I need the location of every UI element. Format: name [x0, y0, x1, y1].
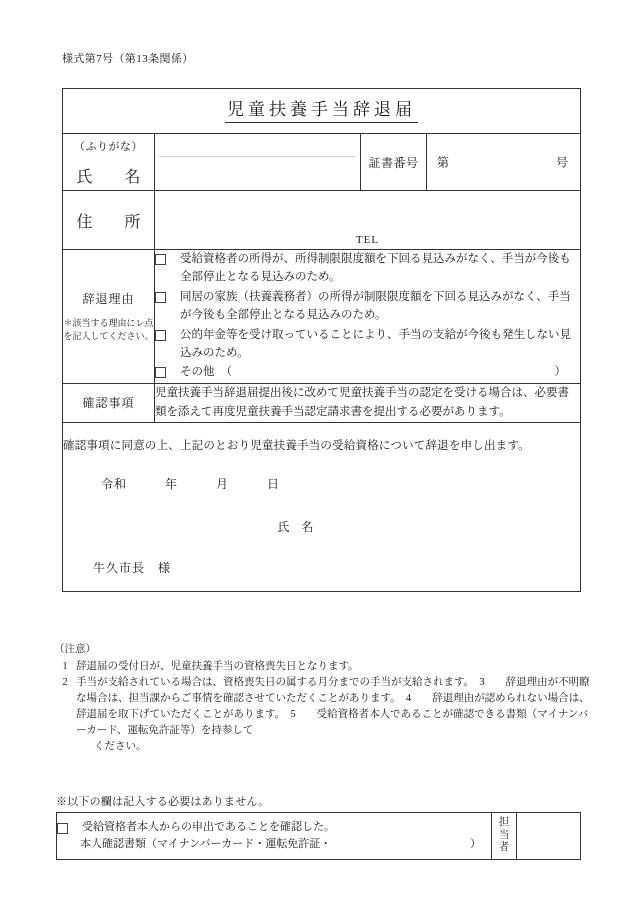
addressee-label: 牛久市長 様 — [93, 561, 172, 576]
note-text: 辞退届の受付日が、児童扶養手当の資格喪失日となります。 — [76, 660, 359, 672]
official-use-row — [57, 813, 581, 860]
address-row — [63, 191, 581, 250]
other-label: その他 — [180, 366, 215, 379]
title-row — [63, 89, 581, 134]
official-use-note: ※以下の欄は記入する必要はありません。 — [56, 796, 270, 808]
staff-signature-cell[interactable] — [517, 813, 581, 860]
month-label: 月 — [216, 477, 230, 492]
reason-option-2[interactable] — [155, 288, 580, 325]
year-label: 年 — [165, 477, 179, 492]
address-input-cell[interactable] — [155, 191, 581, 250]
furigana-rule — [159, 156, 356, 157]
name-input-cell[interactable] — [155, 134, 361, 191]
confirm-text: 児童扶養手当辞退届提出後に改めて児童扶養手当の認定を受ける場合は、必要書類を添えて再度児童扶養手当認定請求書を提出する必要があります。 — [155, 383, 581, 422]
reason-label: 辞退理由 — [82, 291, 135, 306]
furigana-label: （ふりがな） — [74, 140, 143, 153]
other-paren-open: （ — [220, 366, 232, 379]
official-confirm-cell — [57, 813, 492, 860]
checkbox-icon[interactable] — [155, 330, 166, 341]
reason-option-other-row — [180, 363, 580, 381]
reason-option-3-text: 公的年金等を受け取っていることにより、手当の支給が今後も発生しない見込みのため。 — [180, 328, 571, 359]
title-cell — [63, 89, 581, 134]
reason-label-cell — [63, 250, 155, 384]
note-trailing: ください。 — [94, 740, 147, 752]
name-label: 氏名 — [76, 168, 141, 186]
official-document-text: 本人確認書類（マイナンバーカード・運転免許証・ — [80, 838, 332, 850]
name-row — [63, 134, 581, 191]
name-label-cell — [63, 134, 155, 191]
form-number: 様式第7号（第13条関係） — [62, 53, 194, 65]
checkbox-icon[interactable] — [57, 823, 68, 834]
note-item-1 — [54, 659, 594, 675]
note-item-2 — [54, 675, 594, 739]
reason-option-2-text: 同居の家族（扶養義務者）の所得が制限限度額を下回る見込みがなく、手当が今後も全部停止となる見込みのため。 — [180, 290, 571, 322]
declaration-row — [63, 422, 581, 591]
official-document-line — [57, 836, 491, 853]
reason-option-1-text: 受給資格者の所得が、所得制限限度額を下回る見込みがなく、手当が今後も全部停止となる見込みのため。 — [180, 253, 571, 284]
other-paren-close: ） — [554, 366, 566, 379]
checkbox-icon[interactable] — [155, 254, 166, 265]
date-line[interactable] — [63, 475, 580, 492]
notes-section — [54, 642, 594, 755]
official-confirm-text: 受給資格者本人からの申出であることを確認した。 — [82, 820, 335, 833]
notes-title: （注意） — [54, 644, 96, 655]
checkbox-icon[interactable] — [155, 292, 166, 303]
confirm-label: 確認事項 — [63, 383, 155, 422]
reason-option-other[interactable] — [155, 363, 580, 381]
day-label: 日 — [267, 477, 281, 492]
certificate-number-label: 証書番号 — [361, 134, 427, 191]
main-form-table — [62, 88, 581, 592]
note-number: 1 — [62, 660, 68, 672]
reason-options-cell — [155, 250, 581, 384]
staff-label-char-1: 担 — [498, 817, 510, 829]
confirm-row — [63, 383, 581, 422]
note-number: 2 — [62, 676, 68, 688]
certificate-suffix: 号 — [555, 155, 568, 170]
reason-option-3[interactable] — [155, 326, 580, 363]
official-use-table — [56, 812, 581, 860]
staff-label-cell — [492, 813, 517, 860]
staff-label-char-3: 者 — [498, 842, 510, 854]
era-label: 令和 — [101, 477, 128, 492]
official-confirm-line[interactable] — [57, 819, 491, 836]
reason-row — [63, 250, 581, 384]
tel-label: TEL — [355, 234, 380, 246]
declaration-cell — [63, 422, 581, 591]
signature-label[interactable]: 氏 名 — [277, 520, 314, 535]
address-label-cell — [63, 191, 155, 250]
address-label: 住所 — [76, 213, 141, 231]
staff-label-char-2: 当 — [498, 829, 510, 841]
reason-option-1[interactable] — [155, 250, 580, 287]
official-paren-close: ） — [470, 838, 481, 850]
checkbox-icon[interactable] — [155, 367, 166, 378]
certificate-number-cell[interactable] — [427, 134, 581, 191]
certificate-prefix: 第 — [437, 155, 450, 170]
note-text: 手当が支給されている場合は、資格喪失日の属する月分までの手当が支給されます。 3 辞退理由が不明瞭な場合は、担当課からご事情を確認させていただくことがあります。 4 辞退理由が認められない場合は、辞退届を取下げていただくことがあります。 5 受給資格者本人であることが確認できる書類（マイナンバーカード、運転免許証等）を持参して — [76, 676, 590, 736]
declaration-text: 確認事項に同意の上、上記のとおり児童扶養手当の受給資格について辞退を申し出ます。 — [63, 440, 530, 453]
reason-instruction: ＊該当する理由にレ点を記入してください。 — [63, 317, 154, 341]
page-title: 児童扶養手当辞退届 — [225, 99, 418, 123]
